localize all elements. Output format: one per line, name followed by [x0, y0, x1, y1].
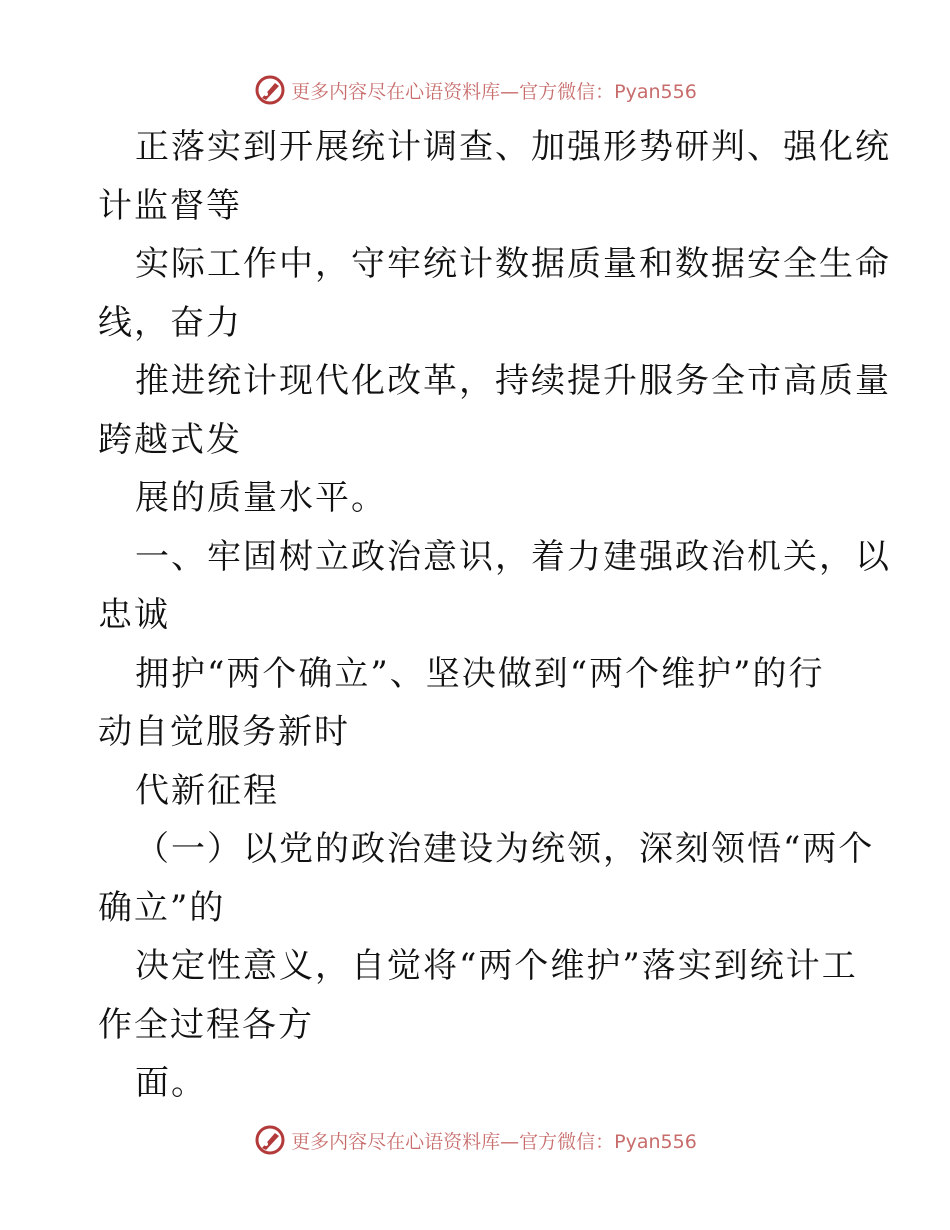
body-text-line: 确立”的 — [98, 887, 226, 928]
pen-circle-logo-icon — [253, 1123, 287, 1157]
body-text-line: 推进统计现代化改革，持续提升服务全市高质量 — [135, 361, 891, 401]
footer-banner — [0, 1120, 950, 1160]
body-text-line: 忠诚 — [98, 595, 170, 635]
document-body — [98, 118, 891, 1113]
body-text-line: 实际工作中，守牢统计数据质量和数据安全生命 — [135, 244, 891, 284]
body-text-line: （一）以党的政治建设为统领，深刻领悟“两个 — [135, 829, 875, 869]
body-text-line: 决定性意义，自觉将“两个维护”落实到统计工 — [135, 946, 858, 986]
body-text-line: 拥护“两个确立”、坚决做到“两个维护”的行 — [135, 653, 825, 694]
body-text-line: 计监督等 — [98, 185, 242, 226]
body-text-line: 一、牢固树立政治意识，着力建强政治机关，以 — [135, 536, 891, 577]
body-text-line: 代新征程 — [135, 770, 279, 811]
pen-circle-logo-icon — [253, 73, 287, 107]
body-text-line: 展的质量水平。 — [135, 478, 387, 518]
body-text-line: 线，奋力 — [98, 302, 242, 343]
header-banner — [0, 70, 950, 110]
body-text-line: 跨越式发 — [98, 419, 242, 460]
body-text-line: 正落实到开展统计调查、加强形势研判、强化统 — [135, 127, 891, 167]
footer-banner-text: 更多内容尽在心语资料库—官方微信：Pyan556 — [291, 1130, 697, 1153]
body-text-line: 动自觉服务新时 — [98, 712, 350, 752]
header-banner-text: 更多内容尽在心语资料库—官方微信：Pyan556 — [291, 80, 697, 103]
body-text-line: 作全过程各方 — [98, 1004, 314, 1045]
body-text-line: 面。 — [135, 1063, 207, 1103]
